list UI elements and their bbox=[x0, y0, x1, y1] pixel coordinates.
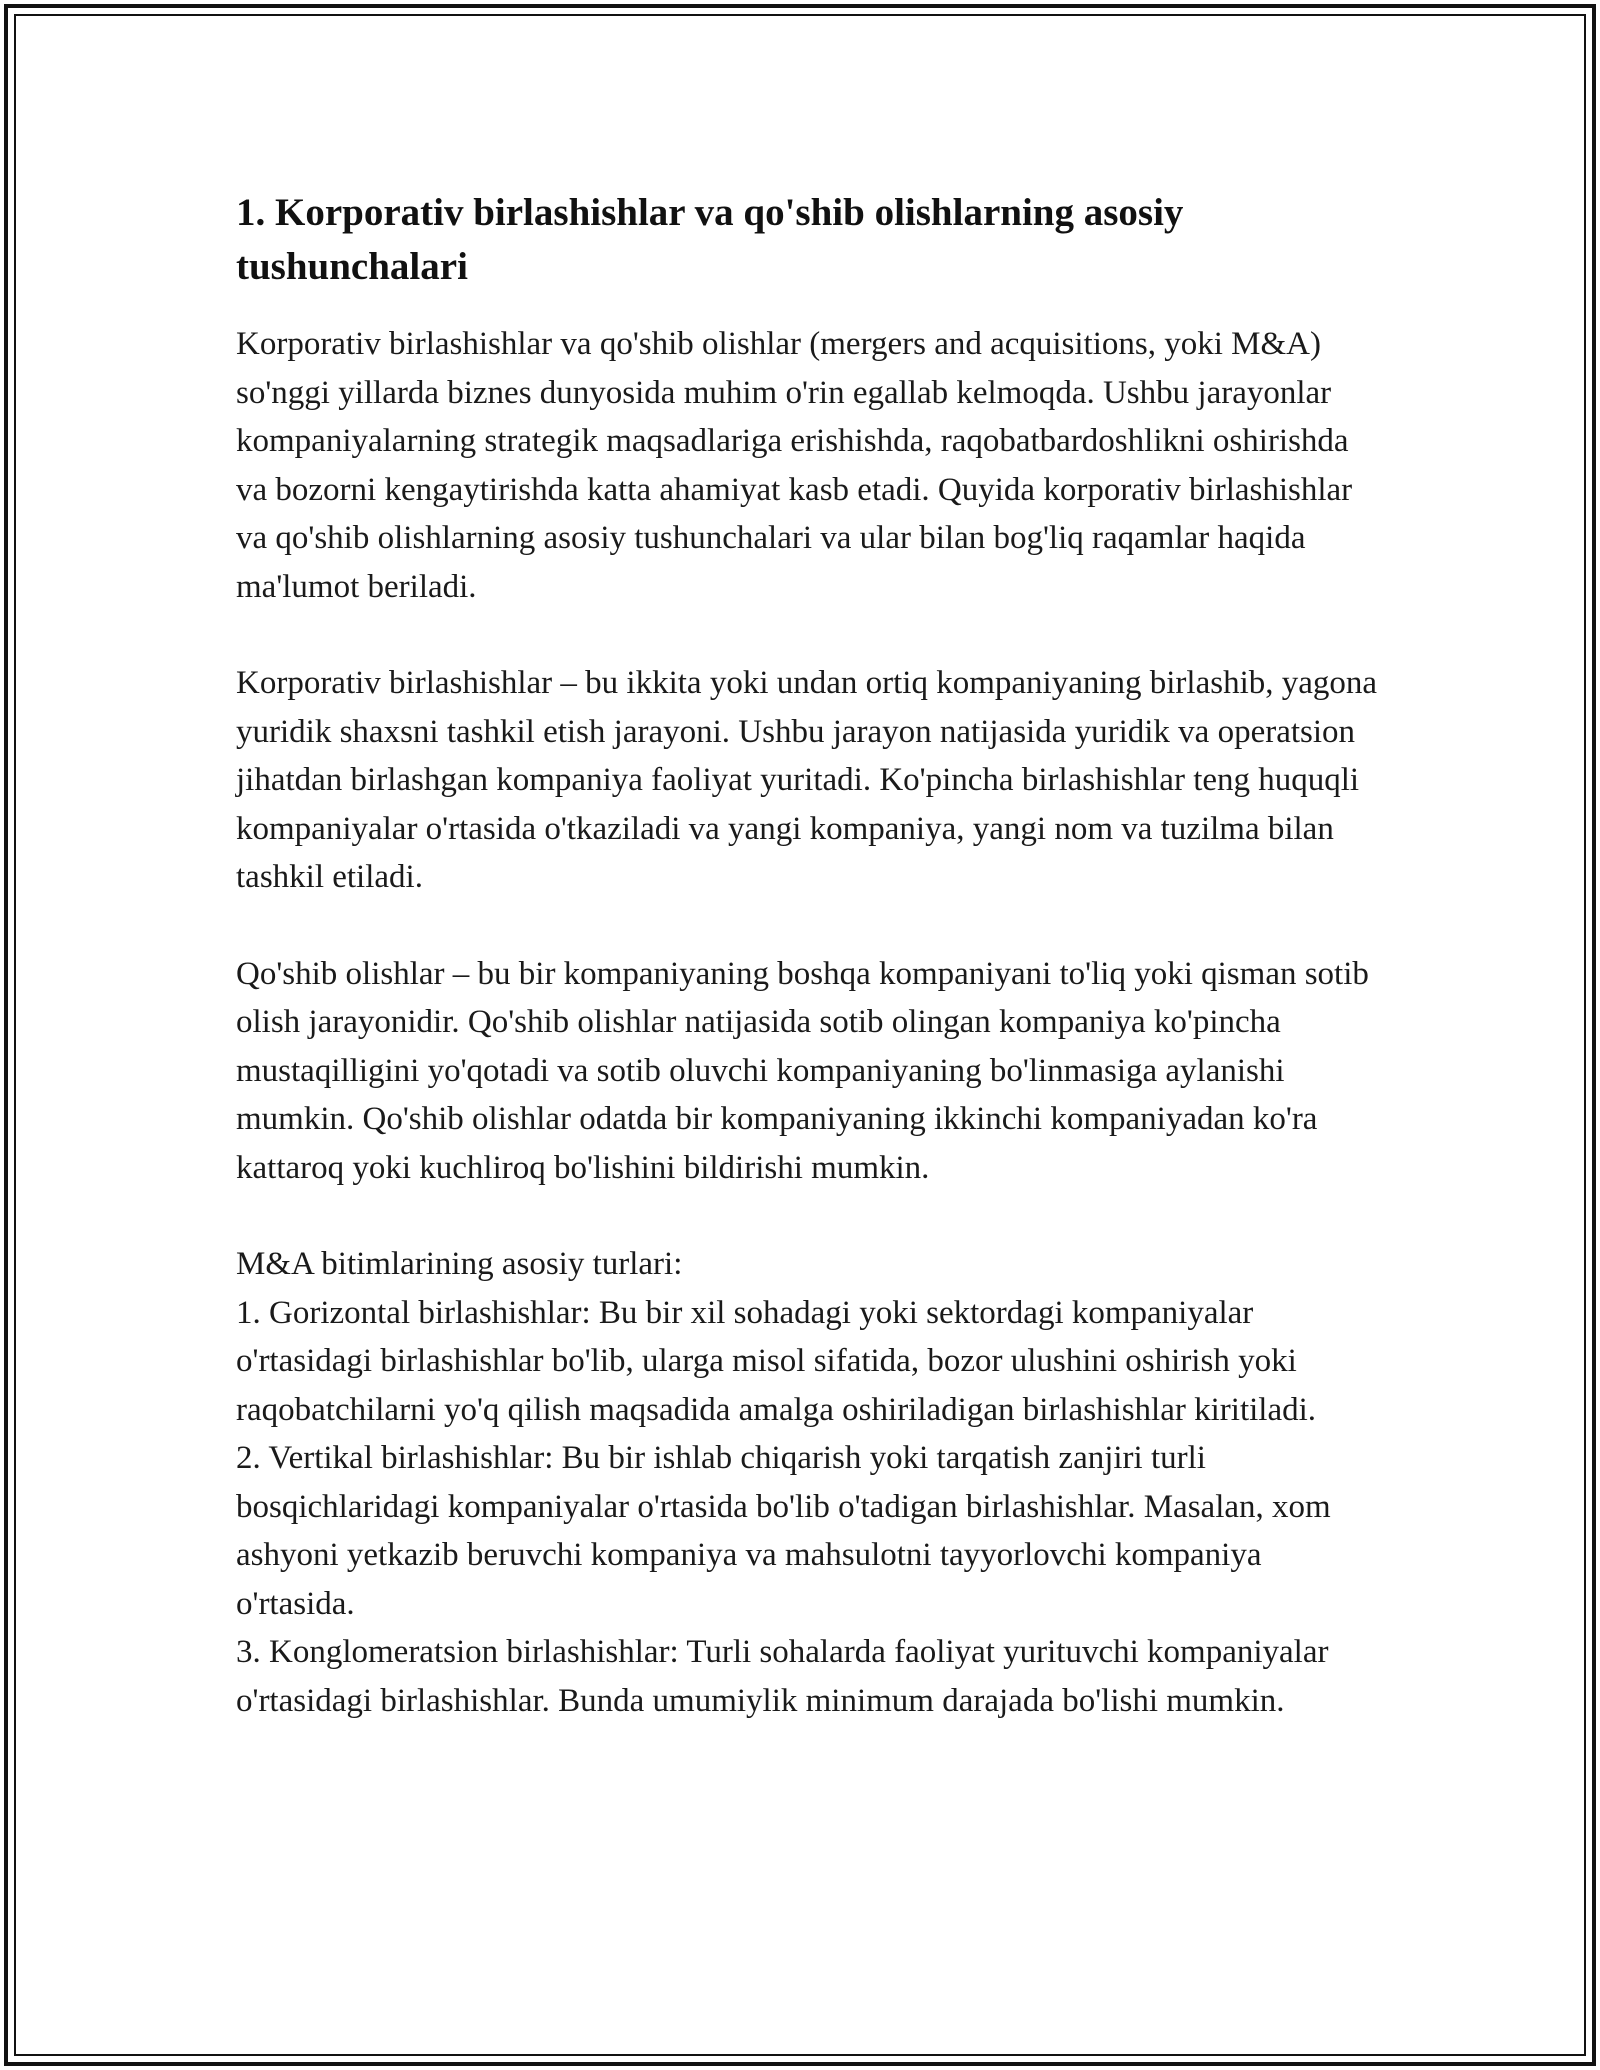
list-intro: M&A bitimlarining asosiy turlari: bbox=[236, 1246, 683, 1282]
intro-paragraph: Korporativ birlashishlar va qo'shib olishlar (mergers and acquisitions, yoki M&A) so'nggi yillarda biznes dunyosida muhim o'rin egallab kelmoqda. Ushbu jarayonlar kompaniyalarning strategik maqsadlariga erishishda, raqobatbardoshlikni oshirishda va bozorni kengaytirishda katta ahamiyat kasb etadi. Quyida korporativ birlashishlar va qo'shib olishlarning asosiy tushunchalari va ular bilan bog'liq raqamlar haqida ma'lumot beriladi. bbox=[236, 326, 1353, 605]
list-item-conglomerate: 3. Konglomeratsion birlashishlar: Turli sohalarda faoliyat yurituvchi kompaniyalar o'rtasidagi birlashishlar. Bunda umumiylik minimum darajada bo'lishi mumkin. bbox=[236, 1634, 1329, 1719]
mergers-definition-paragraph: Korporativ birlashishlar – bu ikkita yoki undan ortiq kompaniyaning birlashib, yagona yuridik shaxsni tashkil etish jarayoni. Ushbu jarayon natijasida yuridik va operatsion jihatdan birlashgan kompaniya faoliyat yuritadi. Ko'pincha birlashishlar teng huquqli kompaniyalar o'rtasida o'tkaziladi va yangi kompaniya, yangi nom va tuzilma bilan tashkil etiladi. bbox=[236, 665, 1378, 895]
document-body bbox=[236, 186, 1386, 1725]
ma-types-list bbox=[236, 1240, 1386, 1725]
list-item-horizontal: 1. Gorizontal birlashishlar: Bu bir xil sohadagi yoki sektordagi kompaniyalar o'rtasidagi birlashishlar bo'lib, ularga misol sifatida, bozor ulushini oshirish yoki raqobatchilarni yo'q qilish maqsadida amalga oshiriladigan birlashishlar kiritiladi. bbox=[236, 1294, 1317, 1428]
acquisitions-definition-paragraph: Qo'shib olishlar – bu bir kompaniyaning boshqa kompaniyani to'liq yoki qisman sotib olish jarayonidir. Qo'shib olishlar natijasida sotib olingan kompaniya ko'pincha mustaqilligini yo'qotadi va sotib oluvchi kompaniyaning bo'linmasiga aylanishi mumkin. Qo'shib olishlar odatda bir kompaniyaning ikkinchi kompaniyadan ko'ra kattaroq yoki kuchliroq bo'lishini bildirishi mumkin. bbox=[236, 955, 1369, 1186]
section-heading: 1. Korporativ birlashishlar va qo'shib olishlarning asosiy tushunchalari bbox=[236, 191, 1184, 288]
list-item-vertical: 2. Vertikal birlashishlar: Bu bir ishlab chiqarish yoki tarqatish zanjiri turli bosqichlaridagi kompaniyalar o'rtasida bo'lib o'tadigan birlashishlar. Masalan, xom ashyoni yetkazib beruvchi kompaniya va mahsulotni tayyorlovchi kompaniya o'rtasida. bbox=[236, 1440, 1331, 1622]
